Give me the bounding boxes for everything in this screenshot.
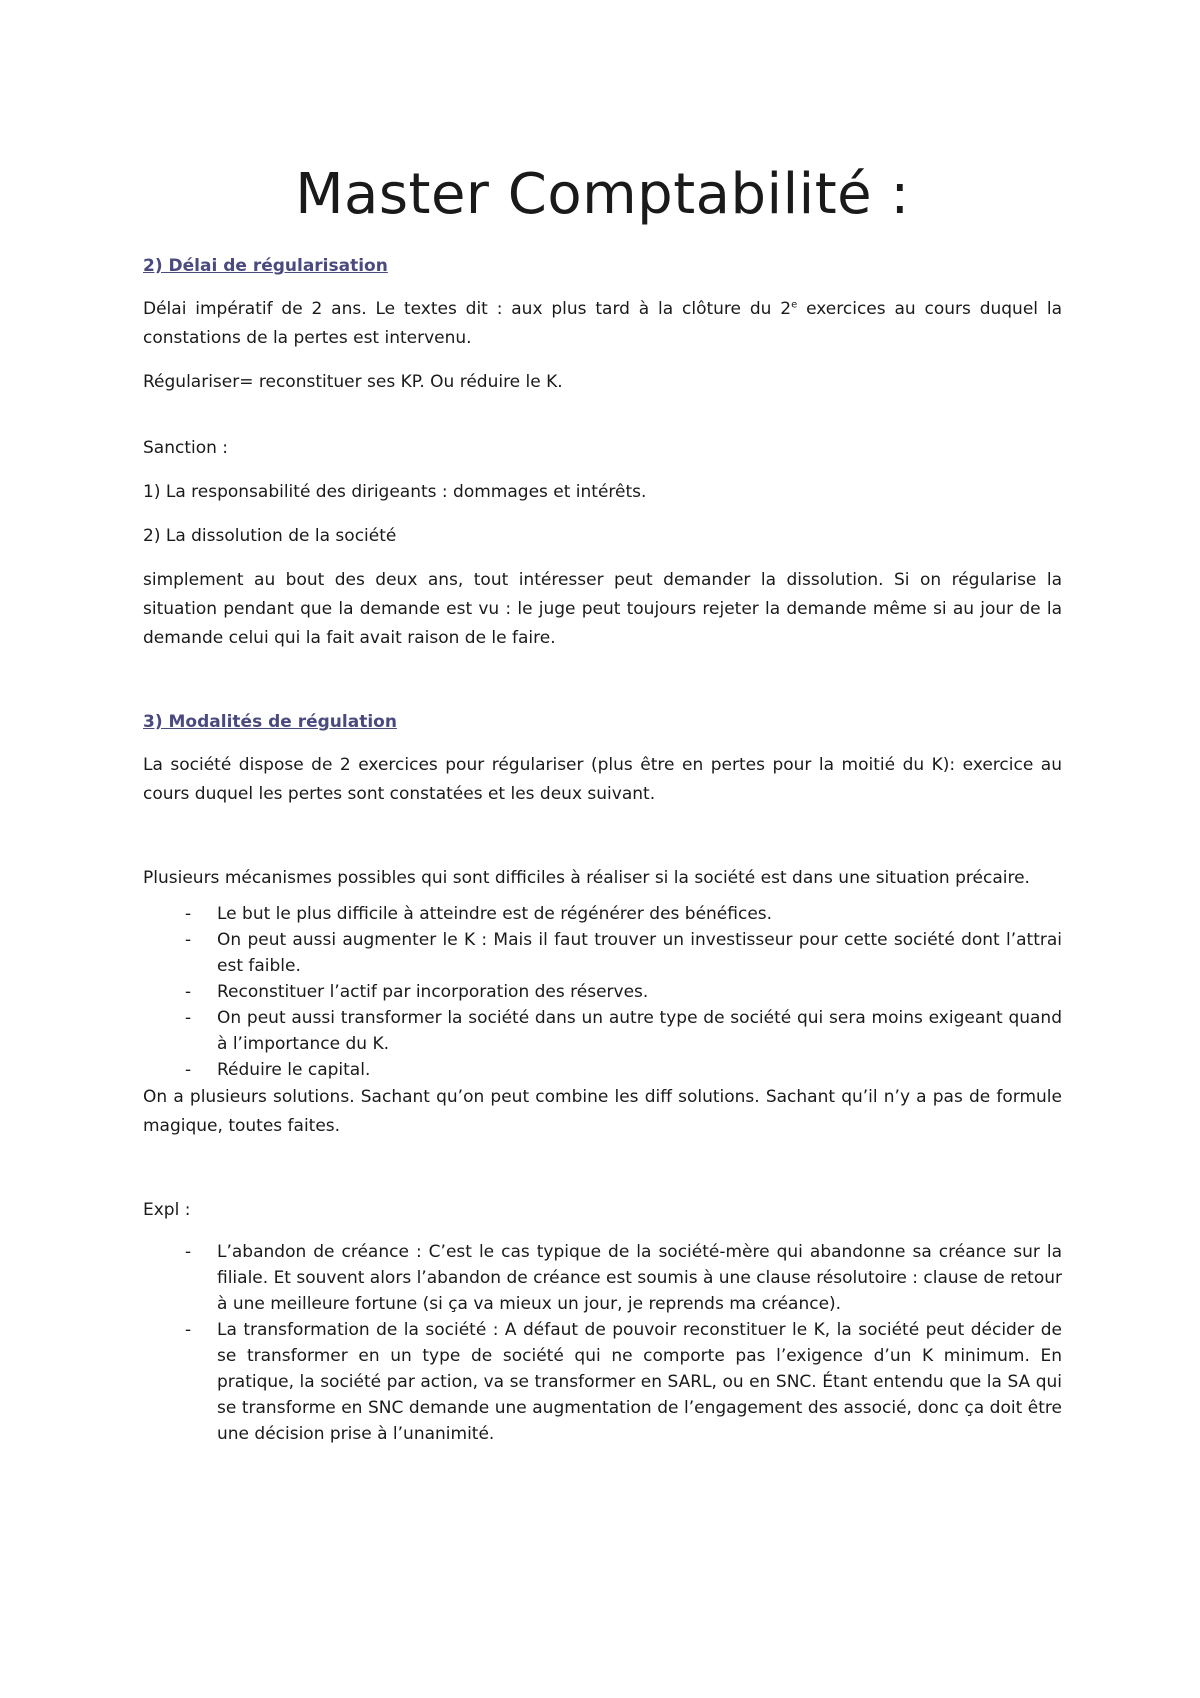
- list-item: - L’abandon de créance : C’est le cas typique de la société-mère qui abandonne sa créance sur la filiale. Et souvent alors l’abandon de créance est soumis à une clause résolutoire : clause de retour à une meilleure fortune (si ça va mieux un jour, je reprends ma créance).: [143, 1239, 1062, 1317]
- superscript: e: [791, 299, 798, 311]
- page-title: Master Comptabilité :: [295, 162, 910, 227]
- paragraph-regulariser: Régulariser= reconstituer ses KP. Ou réduire le K.: [143, 372, 563, 392]
- paragraph-dissolution: simplement au bout des deux ans, tout intéresser peut demander la dissolution. Si on régularise la situation pendant que la demande est vu : le juge peut toujours rejeter la demande même si au jour de la demande celui qui la fait avait raison de le faire.: [143, 570, 1062, 648]
- sanction-item-2: 2) La dissolution de la société: [143, 526, 397, 546]
- sanction-item-1: 1) La responsabilité des dirigeants : dommages et intérêts.: [143, 482, 647, 502]
- list-item: - On peut aussi augmenter le K : Mais il faut trouver un investisseur pour cette société dont l’attrai est faible.: [143, 927, 1062, 979]
- spacer: [143, 412, 1062, 434]
- list-item: - Réduire le capital.: [143, 1057, 1062, 1083]
- paragraph-delai: [143, 295, 1062, 353]
- section-heading-delai: 2) Délai de régularisation: [143, 256, 388, 276]
- list-item: - Le but le plus difficile à atteindre est de régénérer des bénéfices.: [143, 901, 1062, 927]
- sanction-label: Sanction :: [143, 438, 229, 458]
- paragraph-delai-part2: exercices au cours duquel la constations de la pertes est intervenu.: [143, 299, 1063, 348]
- spacer: [143, 824, 1062, 864]
- list-item: - On peut aussi transformer la société dans un autre type de société qui sera moins exigeant quand à l’importance du K.: [143, 1005, 1062, 1057]
- paragraph-delai-part1: Délai impératif de 2 ans. Le textes dit : aux plus tard à la clôture du 2: [143, 299, 792, 319]
- expl-list: [143, 1239, 1062, 1447]
- spacer: [143, 1156, 1062, 1196]
- expl-label: Expl :: [143, 1200, 191, 1220]
- paragraph-solutions: On a plusieurs solutions. Sachant qu’on peut combine les diff solutions. Sachant qu’il n’y a pas de formule magique, toutes faites.: [143, 1087, 1062, 1136]
- mecanismes-list: [143, 901, 1062, 1083]
- paragraph-exercices: La société dispose de 2 exercices pour régulariser (plus être en pertes pour la moitié du K): exercice au cours duquel les pertes sont constatées et les deux suivant.: [143, 755, 1062, 804]
- paragraph-mecanismes: Plusieurs mécanismes possibles qui sont difficiles à réaliser si la société est dans une situation précaire.: [143, 868, 1030, 888]
- spacer: [143, 668, 1062, 708]
- section-heading-modalites: 3) Modalités de régulation: [143, 712, 397, 732]
- list-item: - La transformation de la société : A défaut de pouvoir reconstituer le K, la société peut décider de se transformer en un type de société qui ne comporte pas l’exigence d’un K minimum. En pratique, la société par action, va se transformer en SARL, ou en SNC. Étant entendu que la SA qui se transforme en SNC demande une augmentation de l’engagement des associé, donc ça doit être une décision prise à l’unanimité.: [143, 1317, 1062, 1447]
- list-item: - Reconstituer l’actif par incorporation des réserves.: [143, 979, 1062, 1005]
